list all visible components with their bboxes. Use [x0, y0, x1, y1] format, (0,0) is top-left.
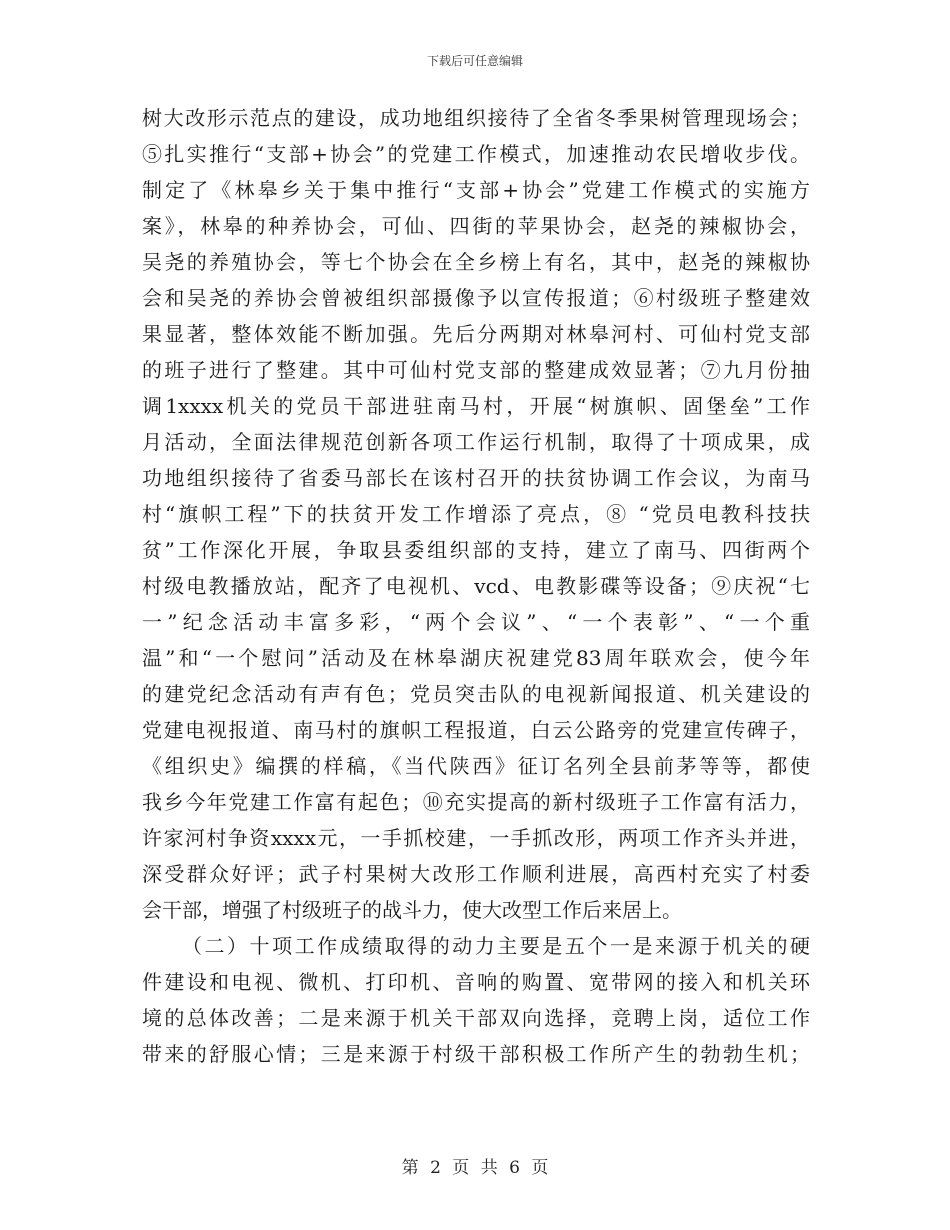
body-line: 案》，林皋的种养协会，可仙、四街的苹果协会，赵尧的辣椒协会，	[142, 214, 810, 238]
body-line: 制定了《林皋乡关于集中推行“支部+协会”党建工作模式的实施方	[142, 178, 810, 202]
body-line: 村“旗帜工程”下的扶贫开发工作增添了亮点，⑧ “党员电教科技扶	[142, 502, 810, 526]
body-line: 树大改形示范点的建设，成功地组织接待了全省冬季果树管理现场会；	[142, 106, 810, 130]
body-line: （二）十项工作成绩取得的动力主要是五个一是来源于机关的硬	[182, 934, 810, 958]
body-line: 吴尧的养殖协会，等七个协会在全乡榜上有名，其中，赵尧的辣椒协	[142, 250, 810, 274]
body-line: 贫”工作深化开展，争取县委组织部的支持，建立了南马、四街两个	[142, 538, 810, 562]
body-line: 月活动，全面法律规范创新各项工作运行机制，取得了十项成果，成	[142, 430, 810, 454]
body-line: 的建党纪念活动有声有色；党员突击队的电视新闻报道、机关建设的	[142, 682, 810, 706]
body-line: 我乡今年党建工作富有起色；⑩充实提高的新村级班子工作富有活力，	[142, 790, 810, 814]
body-line: 《组织史》编撰的样稿，《当代陕西》征订名列全县前茅等等，都使	[142, 754, 810, 778]
document-body	[142, 100, 810, 1072]
page-header: 下载后可任意编辑	[426, 54, 523, 68]
body-line: 会和吴尧的养协会曾被组织部摄像予以宣传报道；⑥村级班子整建效	[142, 286, 810, 310]
body-line: 党建电视报道、南马村的旗帜工程报道，白云公路旁的党建宣传碑子，	[142, 718, 810, 742]
body-line: 境的总体改善；二是来源于机关干部双向选择，竞聘上岗，适位工作	[142, 1006, 810, 1030]
body-line: 会干部，增强了村级班子的战斗力，使大改型工作后来居上。	[142, 898, 682, 922]
body-line: 深受群众好评；武子村果树大改形工作顺利进展，高西村充实了村委	[142, 862, 810, 886]
body-line: ⑤扎实推行“支部+协会”的党建工作模式，加速推动农民增收步伐。	[142, 142, 810, 166]
body-line: 一”纪念活动丰富多彩，“两个会议”、“一个表彰”、“一个重	[142, 610, 810, 634]
body-line: 带来的舒服心情；三是来源于村级干部积极工作所产生的勃勃生机；	[142, 1042, 810, 1066]
body-line: 件建设和电视、微机、打印机、音响的购置、宽带网的接入和机关环	[142, 970, 810, 994]
body-line: 温”和“一个慰问”活动及在林皋湖庆祝建党83周年联欢会，使今年	[142, 646, 810, 670]
body-line: 调1xxxx机关的党员干部进驻南马村，开展“树旗帜、固堡垒”工作	[142, 394, 810, 418]
body-line: 村级电教播放站，配齐了电视机、vcd、电教影碟等设备；⑨庆祝“七	[142, 574, 810, 598]
body-line: 许家河村争资xxxx元，一手抓校建，一手抓改形，两项工作齐头并进，	[142, 826, 810, 850]
body-line: 的班子进行了整建。其中可仙村党支部的整建成效显著；⑦九月份抽	[142, 358, 810, 382]
body-line: 功地组织接待了省委马部长在该村召开的扶贫协调工作会议，为南马	[142, 466, 810, 490]
body-line: 果显著，整体效能不断加强。先后分两期对林皋河村、可仙村党支部	[142, 322, 810, 346]
page-number-footer: 第 2 页 共 6 页	[401, 1158, 549, 1178]
